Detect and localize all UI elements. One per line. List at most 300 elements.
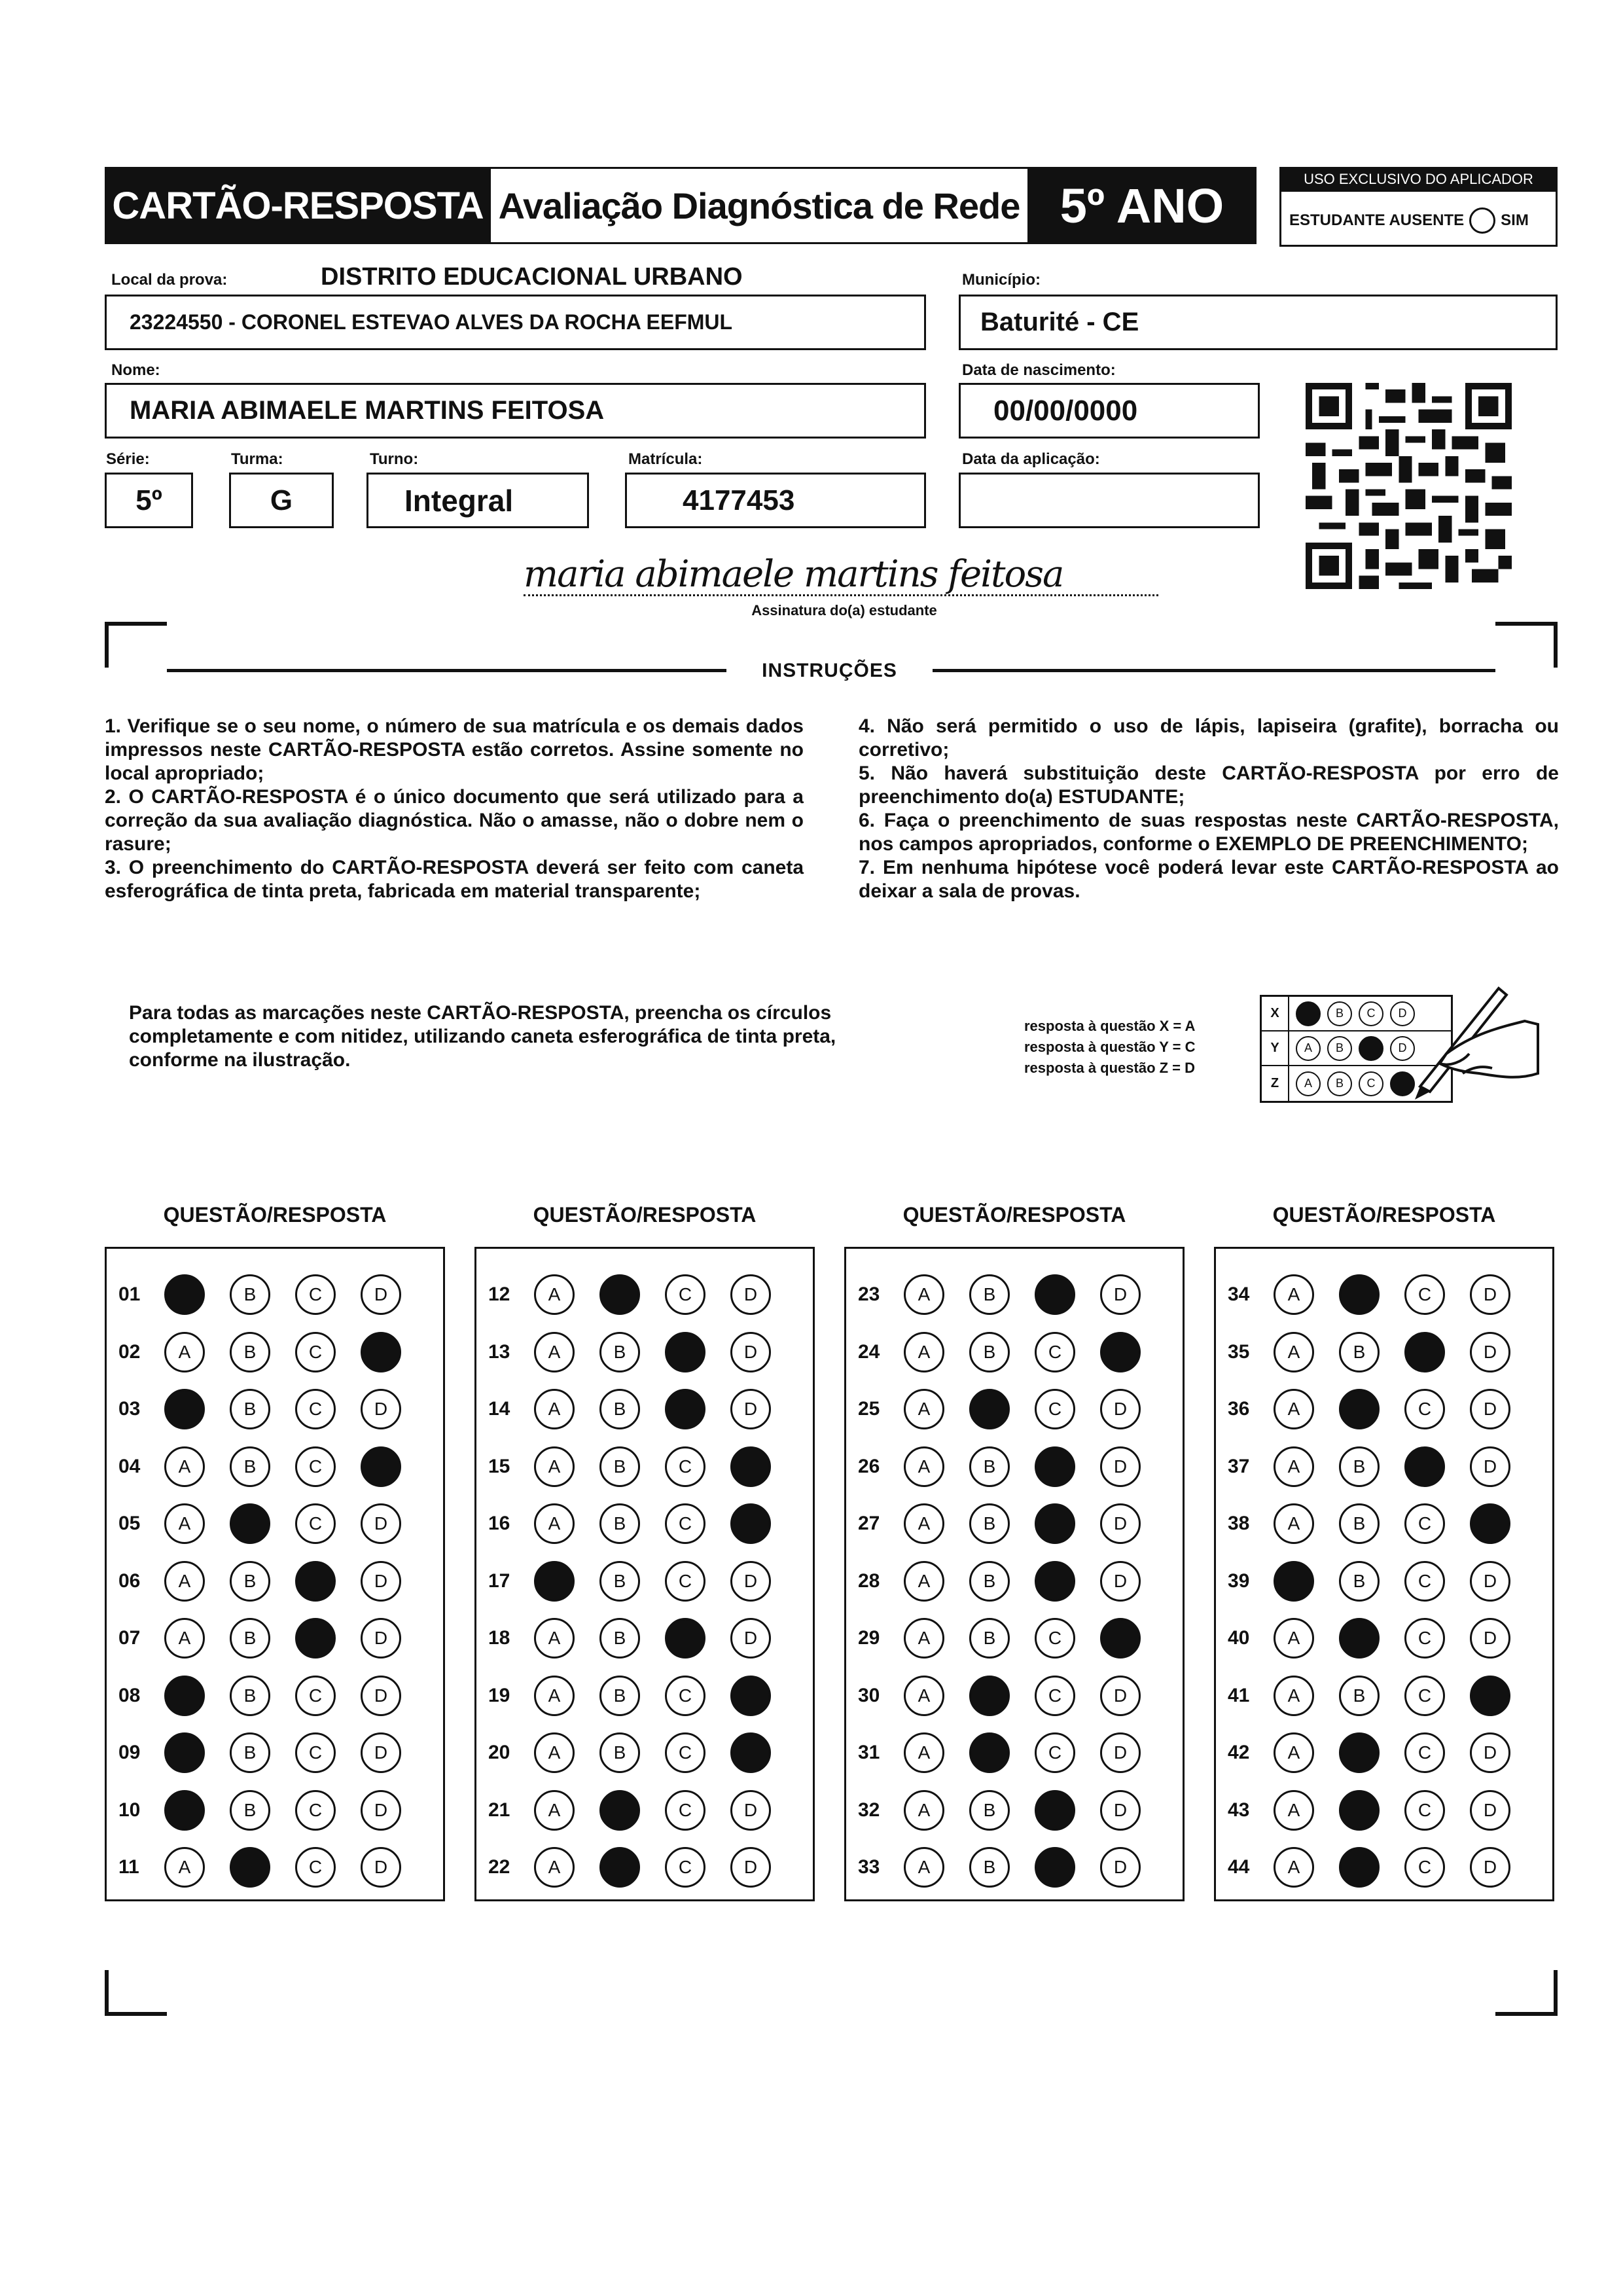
- corner-mark-top-left: [105, 622, 167, 668]
- answer-bubble-d[interactable]: D: [361, 1503, 401, 1544]
- answer-bubble-c[interactable]: C: [1035, 1676, 1075, 1716]
- question-number: 40: [1228, 1627, 1250, 1649]
- answer-bubble-c[interactable]: [295, 1618, 336, 1659]
- answer-bubble-b[interactable]: B: [599, 1332, 640, 1372]
- answer-bubble-d[interactable]: D: [361, 1389, 401, 1429]
- example-bubble-c: C: [1359, 1071, 1383, 1096]
- question-number: 43: [1228, 1799, 1250, 1821]
- answer-bubble-a[interactable]: A: [904, 1732, 944, 1773]
- instructions-right: 4. Não será permitido o uso de lápis, lapiseira (grafite), borracha ou corretivo; 5. Não haverá substituição deste CARTÃO-RESPOSTA por erro de preenchimento do(a) ESTUDANTE; 6. Faça o preenchimento de suas respostas neste CARTÃO-RESPOSTA, nos campos apropriados, conforme o EXEMPLO DE PREENCHIMENTO; 7. Em nenhuma hipótese você poderá levar este CARTÃO-RESPOSTA ao deixar a sala de provas.: [859, 715, 1559, 902]
- question-row: [476, 1619, 796, 1658]
- question-row: [476, 1676, 796, 1715]
- question-row: [1216, 1504, 1535, 1543]
- estudante-ausente: [1289, 204, 1551, 237]
- answer-bubble-b[interactable]: B: [1339, 1332, 1380, 1372]
- answer-bubble-d[interactable]: D: [1470, 1274, 1510, 1315]
- instructions-rule-right: [933, 669, 1495, 672]
- question-row: [476, 1333, 796, 1372]
- answer-bubble-a[interactable]: [164, 1389, 205, 1429]
- answer-bubble-d[interactable]: D: [1100, 1732, 1141, 1773]
- answer-bubble-a[interactable]: A: [904, 1274, 944, 1315]
- answer-bubble-a[interactable]: A: [164, 1446, 205, 1487]
- answer-bubble-d[interactable]: [730, 1446, 771, 1487]
- question-number: 16: [488, 1513, 510, 1534]
- answer-bubble-a[interactable]: [1274, 1561, 1314, 1602]
- question-number: 32: [858, 1799, 880, 1821]
- question-row: [846, 1619, 1166, 1658]
- answer-bubble-c[interactable]: C: [1404, 1274, 1445, 1315]
- question-row: [846, 1676, 1166, 1715]
- answer-bubble-a[interactable]: A: [534, 1503, 575, 1544]
- answer-column: [474, 1247, 815, 1901]
- matricula-label: Matrícula:: [628, 450, 703, 468]
- answer-bubble-b[interactable]: B: [1339, 1676, 1380, 1716]
- answer-bubble-d[interactable]: D: [361, 1847, 401, 1888]
- answer-column-title: QUESTÃO/RESPOSTA: [163, 1203, 387, 1227]
- turno-field: Integral: [366, 473, 589, 528]
- example-bubble-c: C: [1359, 1001, 1383, 1026]
- question-number: 23: [858, 1283, 880, 1305]
- question-number: 28: [858, 1570, 880, 1592]
- answer-bubble-b[interactable]: B: [230, 1676, 270, 1716]
- answer-bubble-a[interactable]: A: [534, 1847, 575, 1888]
- answer-bubble-c[interactable]: C: [665, 1274, 705, 1315]
- pen-hand-icon: [1400, 975, 1544, 1106]
- answer-bubble-c[interactable]: [1035, 1503, 1075, 1544]
- question-row: [1216, 1562, 1535, 1601]
- answer-bubble-a[interactable]: A: [534, 1676, 575, 1716]
- estudante-ausente-bubble[interactable]: [1469, 207, 1495, 234]
- answer-bubble-d[interactable]: D: [1100, 1389, 1141, 1429]
- answer-bubble-a[interactable]: A: [1274, 1618, 1314, 1659]
- answer-bubble-c[interactable]: C: [665, 1732, 705, 1773]
- answer-bubble-d[interactable]: D: [361, 1561, 401, 1602]
- aplicacao-field[interactable]: [959, 473, 1260, 528]
- answer-bubble-a[interactable]: A: [164, 1332, 205, 1372]
- answer-bubble-c[interactable]: [1035, 1274, 1075, 1315]
- question-number: 19: [488, 1684, 510, 1706]
- answer-bubble-b[interactable]: [1339, 1732, 1380, 1773]
- question-number: 11: [118, 1856, 139, 1878]
- answer-bubble-b[interactable]: B: [969, 1274, 1010, 1315]
- answer-bubble-d[interactable]: D: [1470, 1446, 1510, 1487]
- question-number: 41: [1228, 1684, 1250, 1706]
- answer-bubble-b[interactable]: [230, 1503, 270, 1544]
- answer-bubble-d[interactable]: [1100, 1332, 1141, 1372]
- answer-bubble-a[interactable]: [164, 1676, 205, 1716]
- estudante-ausente-label: ESTUDANTE AUSENTE: [1289, 211, 1465, 229]
- example-row-key: X: [1262, 997, 1289, 1030]
- uso-exclusivo-title: USO EXCLUSIVO DO APLICADOR: [1279, 167, 1558, 192]
- answer-bubble-c[interactable]: [1035, 1790, 1075, 1831]
- example-bubble-a: [1296, 1001, 1321, 1026]
- question-number: 12: [488, 1283, 510, 1305]
- answer-bubble-d[interactable]: D: [1100, 1503, 1141, 1544]
- answer-bubble-b[interactable]: [1339, 1618, 1380, 1659]
- answer-bubble-a[interactable]: A: [534, 1332, 575, 1372]
- answer-bubble-a[interactable]: A: [904, 1618, 944, 1659]
- answer-bubble-c[interactable]: C: [665, 1847, 705, 1888]
- question-number: 25: [858, 1398, 880, 1420]
- marking-note: Para todas as marcações neste CARTÃO-RESPOSTA, preencha os círculos completamente e com nitidez, utilizando caneta esferográfica de tinta preta, conforme na ilustração.: [129, 1002, 836, 1071]
- question-number: 03: [118, 1398, 141, 1420]
- answer-bubble-a[interactable]: A: [164, 1847, 205, 1888]
- answer-bubble-c[interactable]: C: [1035, 1332, 1075, 1372]
- answer-bubble-d[interactable]: [730, 1732, 771, 1773]
- question-row: [107, 1390, 426, 1429]
- turma-field: G: [229, 473, 334, 528]
- answer-bubble-d[interactable]: D: [361, 1676, 401, 1716]
- question-number: 42: [1228, 1742, 1250, 1763]
- question-row: [476, 1733, 796, 1772]
- answer-bubble-b[interactable]: B: [1339, 1446, 1380, 1487]
- answer-bubble-b[interactable]: B: [599, 1503, 640, 1544]
- nome-field: MARIA ABIMAELE MARTINS FEITOSA: [105, 383, 926, 439]
- header-title: CARTÃO-RESPOSTA: [105, 167, 491, 244]
- question-row: [107, 1562, 426, 1601]
- question-number: 20: [488, 1742, 510, 1763]
- answer-bubble-a[interactable]: A: [534, 1732, 575, 1773]
- answer-bubble-b[interactable]: [1339, 1790, 1380, 1831]
- answer-bubble-d[interactable]: [730, 1676, 771, 1716]
- answer-bubble-b[interactable]: B: [230, 1790, 270, 1831]
- answer-bubble-a[interactable]: [164, 1732, 205, 1773]
- answer-bubble-d[interactable]: D: [1470, 1732, 1510, 1773]
- question-number: 04: [118, 1455, 141, 1477]
- answer-bubble-a[interactable]: [164, 1790, 205, 1831]
- answer-bubble-d[interactable]: D: [1470, 1561, 1510, 1602]
- answer-bubble-b[interactable]: B: [230, 1446, 270, 1487]
- answer-bubble-d[interactable]: D: [1100, 1676, 1141, 1716]
- answer-bubble-c[interactable]: [1035, 1446, 1075, 1487]
- answer-bubble-d[interactable]: D: [1470, 1847, 1510, 1888]
- question-row: [1216, 1676, 1535, 1715]
- answer-bubble-a[interactable]: A: [1274, 1389, 1314, 1429]
- answer-bubble-c[interactable]: C: [295, 1676, 336, 1716]
- answer-bubble-c[interactable]: C: [1404, 1847, 1445, 1888]
- answer-bubble-c[interactable]: [1404, 1332, 1445, 1372]
- answer-bubble-d[interactable]: D: [361, 1790, 401, 1831]
- municipio-field: Baturité - CE: [959, 295, 1558, 350]
- answer-bubble-b[interactable]: B: [969, 1790, 1010, 1831]
- answer-bubble-d[interactable]: D: [730, 1847, 771, 1888]
- answer-bubble-d[interactable]: D: [361, 1618, 401, 1659]
- answer-bubble-c[interactable]: [1035, 1561, 1075, 1602]
- answer-bubble-b[interactable]: B: [599, 1676, 640, 1716]
- answer-bubble-d[interactable]: D: [730, 1332, 771, 1372]
- question-number: 33: [858, 1856, 880, 1878]
- example-bubble-b: B: [1327, 1071, 1352, 1096]
- answer-bubble-a[interactable]: A: [1274, 1790, 1314, 1831]
- corner-mark-top-right: [1495, 622, 1558, 668]
- answer-bubble-b[interactable]: [599, 1790, 640, 1831]
- answer-bubble-b[interactable]: [599, 1847, 640, 1888]
- answer-bubble-c[interactable]: C: [295, 1847, 336, 1888]
- answer-bubble-a[interactable]: A: [904, 1676, 944, 1716]
- question-number: 36: [1228, 1398, 1250, 1420]
- answer-bubble-a[interactable]: A: [904, 1503, 944, 1544]
- answer-bubble-c[interactable]: C: [1035, 1732, 1075, 1773]
- answer-column: [105, 1247, 445, 1901]
- answer-bubble-b[interactable]: B: [230, 1332, 270, 1372]
- question-row: [476, 1447, 796, 1486]
- answer-bubble-c[interactable]: C: [1035, 1389, 1075, 1429]
- local-label: Local da prova:: [111, 271, 228, 289]
- corner-mark-bottom-right: [1495, 1970, 1558, 2016]
- question-number: 01: [118, 1283, 141, 1305]
- question-row: [1216, 1275, 1535, 1314]
- question-number: 09: [118, 1742, 141, 1763]
- question-number: 13: [488, 1340, 510, 1363]
- question-number: 27: [858, 1513, 880, 1534]
- answer-bubble-a[interactable]: A: [534, 1274, 575, 1315]
- answer-bubble-c[interactable]: [1035, 1847, 1075, 1888]
- answer-bubble-b[interactable]: [1339, 1274, 1380, 1315]
- question-number: 08: [118, 1684, 141, 1706]
- answer-bubble-d[interactable]: [361, 1446, 401, 1487]
- answer-bubble-d[interactable]: D: [361, 1732, 401, 1773]
- answer-bubble-c[interactable]: C: [295, 1790, 336, 1831]
- answer-bubble-c[interactable]: C: [1035, 1618, 1075, 1659]
- answer-bubble-b[interactable]: B: [969, 1847, 1010, 1888]
- question-number: 21: [488, 1799, 510, 1821]
- question-number: 02: [118, 1340, 141, 1363]
- answer-bubble-c[interactable]: [665, 1618, 705, 1659]
- question-number: 06: [118, 1570, 141, 1592]
- example-bubble-a: A: [1296, 1036, 1321, 1061]
- answer-bubble-c[interactable]: C: [295, 1274, 336, 1315]
- example-bubble-c: [1359, 1036, 1383, 1061]
- answer-bubble-c[interactable]: C: [295, 1732, 336, 1773]
- answer-bubble-b[interactable]: B: [599, 1561, 640, 1602]
- answer-bubble-c[interactable]: [665, 1332, 705, 1372]
- answer-bubble-b[interactable]: B: [599, 1732, 640, 1773]
- answer-bubble-a[interactable]: A: [904, 1790, 944, 1831]
- answer-bubble-c[interactable]: C: [295, 1446, 336, 1487]
- question-row: [846, 1333, 1166, 1372]
- question-row: [846, 1733, 1166, 1772]
- answer-bubble-d[interactable]: [1470, 1676, 1510, 1716]
- answer-bubble-b[interactable]: B: [230, 1561, 270, 1602]
- question-row: [476, 1791, 796, 1830]
- answer-bubble-b[interactable]: B: [969, 1618, 1010, 1659]
- matricula-field: 4177453: [625, 473, 926, 528]
- instructions-left: 1. Verifique se o seu nome, o número de sua matrícula e os demais dados impressos neste CARTÃO-RESPOSTA estão corretos. Assine somente no local apropriado; 2. O CARTÃO-RESPOSTA é o único documento que será utilizado para a correção da sua avaliação diagnóstica. Não o amasse, não o dobre nem o rasure; 3. O preenchimento do CARTÃO-RESPOSTA deverá ser feito com caneta esferográfica de tinta preta, fabricada em material transparente;: [105, 715, 804, 902]
- answer-bubble-b[interactable]: B: [1339, 1561, 1380, 1602]
- answer-bubble-d[interactable]: D: [1100, 1446, 1141, 1487]
- question-number: 35: [1228, 1340, 1250, 1363]
- example-legend-line: resposta à questão X = A: [1024, 1018, 1196, 1034]
- answer-bubble-b[interactable]: B: [599, 1446, 640, 1487]
- answer-bubble-d[interactable]: D: [1470, 1332, 1510, 1372]
- answer-bubble-a[interactable]: A: [1274, 1847, 1314, 1888]
- answer-bubble-d[interactable]: D: [361, 1274, 401, 1315]
- answer-bubble-a[interactable]: A: [1274, 1676, 1314, 1716]
- answer-bubble-b[interactable]: B: [969, 1446, 1010, 1487]
- answer-bubble-b[interactable]: B: [599, 1389, 640, 1429]
- answer-column-title: QUESTÃO/RESPOSTA: [902, 1203, 1126, 1227]
- answer-bubble-a[interactable]: A: [164, 1561, 205, 1602]
- question-number: 10: [118, 1799, 141, 1821]
- answer-bubble-a[interactable]: [534, 1561, 575, 1602]
- answer-bubble-b[interactable]: [969, 1732, 1010, 1773]
- question-number: 17: [488, 1570, 510, 1592]
- question-number: 29: [858, 1627, 880, 1649]
- answer-bubble-d[interactable]: D: [730, 1274, 771, 1315]
- question-row: [1216, 1333, 1535, 1372]
- question-number: 44: [1228, 1856, 1250, 1878]
- answer-bubble-d[interactable]: [730, 1503, 771, 1544]
- serie-label: Série:: [106, 450, 150, 468]
- answer-bubble-c[interactable]: [295, 1561, 336, 1602]
- nascimento-label: Data de nascimento:: [962, 361, 1116, 379]
- answer-bubble-a[interactable]: A: [904, 1561, 944, 1602]
- question-row: [1216, 1619, 1535, 1658]
- answer-bubble-b[interactable]: B: [230, 1389, 270, 1429]
- answer-bubble-a[interactable]: A: [1274, 1446, 1314, 1487]
- escola-field: 23224550 - CORONEL ESTEVAO ALVES DA ROCHA EEFMUL: [105, 295, 926, 350]
- answer-bubble-d[interactable]: [1470, 1503, 1510, 1544]
- instructions-title: INSTRUÇÕES: [762, 660, 897, 681]
- answer-bubble-b[interactable]: [1339, 1389, 1380, 1429]
- answer-bubble-a[interactable]: A: [534, 1389, 575, 1429]
- answer-bubble-d[interactable]: D: [1100, 1790, 1141, 1831]
- answer-bubble-b[interactable]: [969, 1389, 1010, 1429]
- answer-bubble-b[interactable]: [230, 1847, 270, 1888]
- answer-bubble-c[interactable]: [1404, 1446, 1445, 1487]
- turma-label: Turma:: [231, 450, 283, 468]
- answer-bubble-c[interactable]: C: [1404, 1676, 1445, 1716]
- answer-bubble-c[interactable]: C: [665, 1790, 705, 1831]
- header-grade: 5º ANO: [1027, 167, 1257, 244]
- question-number: 05: [118, 1513, 141, 1534]
- nome-label: Nome:: [111, 361, 160, 379]
- question-number: 15: [488, 1455, 510, 1477]
- question-row: [107, 1504, 426, 1543]
- example-bubble-d: D: [1390, 1036, 1415, 1061]
- answer-bubble-a[interactable]: A: [904, 1446, 944, 1487]
- answer-bubble-d[interactable]: D: [1100, 1561, 1141, 1602]
- answer-bubble-c[interactable]: C: [295, 1332, 336, 1372]
- answer-bubble-d[interactable]: D: [1100, 1847, 1141, 1888]
- question-row: [846, 1791, 1166, 1830]
- answer-bubble-a[interactable]: A: [1274, 1503, 1314, 1544]
- question-row: [476, 1275, 796, 1314]
- answer-bubble-c[interactable]: C: [295, 1503, 336, 1544]
- question-row: [846, 1562, 1166, 1601]
- answer-bubble-a[interactable]: [164, 1274, 205, 1315]
- question-number: 26: [858, 1455, 880, 1477]
- question-row: [846, 1390, 1166, 1429]
- question-number: 31: [858, 1742, 880, 1763]
- answer-bubble-b[interactable]: B: [230, 1274, 270, 1315]
- answer-bubble-c[interactable]: C: [665, 1446, 705, 1487]
- answer-bubble-d[interactable]: D: [730, 1389, 771, 1429]
- answer-bubble-a[interactable]: A: [534, 1618, 575, 1659]
- answer-bubble-b[interactable]: [599, 1274, 640, 1315]
- question-number: 18: [488, 1627, 510, 1649]
- estudante-ausente-option: SIM: [1501, 211, 1529, 229]
- nascimento-field: 00/00/0000: [959, 383, 1260, 439]
- question-row: [476, 1562, 796, 1601]
- answer-bubble-b[interactable]: B: [969, 1561, 1010, 1602]
- question-row: [846, 1275, 1166, 1314]
- question-row: [107, 1333, 426, 1372]
- answer-bubble-b[interactable]: [1339, 1847, 1380, 1888]
- answer-bubble-b[interactable]: B: [969, 1503, 1010, 1544]
- answer-bubble-c[interactable]: C: [665, 1503, 705, 1544]
- question-row: [1216, 1848, 1535, 1887]
- answer-bubble-d[interactable]: D: [730, 1618, 771, 1659]
- question-row: [476, 1390, 796, 1429]
- aplicacao-label: Data da aplicação:: [962, 450, 1100, 468]
- example-bubble-d: D: [1390, 1001, 1415, 1026]
- example-legend-line: resposta à questão Y = C: [1024, 1039, 1196, 1055]
- answer-bubble-a[interactable]: A: [1274, 1332, 1314, 1372]
- question-number: 34: [1228, 1283, 1250, 1305]
- answer-bubble-a[interactable]: A: [1274, 1732, 1314, 1773]
- answer-bubble-c[interactable]: C: [1404, 1790, 1445, 1831]
- example-legend-line: resposta à questão Z = D: [1024, 1060, 1196, 1076]
- answer-bubble-b[interactable]: B: [230, 1732, 270, 1773]
- answer-column-title: QUESTÃO/RESPOSTA: [1272, 1203, 1496, 1227]
- question-number: 37: [1228, 1455, 1250, 1477]
- answer-bubble-d[interactable]: D: [730, 1561, 771, 1602]
- answer-bubble-d[interactable]: [1100, 1618, 1141, 1659]
- answer-bubble-a[interactable]: A: [164, 1618, 205, 1659]
- answer-bubble-d[interactable]: D: [1100, 1274, 1141, 1315]
- answer-bubble-a[interactable]: A: [534, 1446, 575, 1487]
- answer-bubble-d[interactable]: D: [1470, 1618, 1510, 1659]
- answer-bubble-a[interactable]: A: [904, 1332, 944, 1372]
- answer-bubble-b[interactable]: B: [599, 1618, 640, 1659]
- answer-bubble-d[interactable]: [361, 1332, 401, 1372]
- serie-field: 5º: [105, 473, 193, 528]
- answer-bubble-b[interactable]: B: [230, 1618, 270, 1659]
- question-row: [846, 1447, 1166, 1486]
- example-bubble-a: A: [1296, 1071, 1321, 1096]
- example-row-key: Y: [1262, 1031, 1289, 1065]
- answer-bubble-d[interactable]: D: [730, 1790, 771, 1831]
- question-number: 39: [1228, 1570, 1250, 1592]
- question-row: [107, 1275, 426, 1314]
- answer-bubble-b[interactable]: B: [969, 1332, 1010, 1372]
- question-row: [476, 1504, 796, 1543]
- answer-bubble-c[interactable]: C: [665, 1561, 705, 1602]
- answer-bubble-c[interactable]: C: [1404, 1561, 1445, 1602]
- answer-bubble-c[interactable]: C: [665, 1676, 705, 1716]
- question-row: [846, 1504, 1166, 1543]
- answer-bubble-a[interactable]: A: [904, 1847, 944, 1888]
- answer-bubble-a[interactable]: A: [534, 1790, 575, 1831]
- instructions-rule-left: [167, 669, 726, 672]
- answer-bubble-a[interactable]: A: [1274, 1274, 1314, 1315]
- answer-bubble-c[interactable]: C: [1404, 1503, 1445, 1544]
- answer-column-title: QUESTÃO/RESPOSTA: [533, 1203, 757, 1227]
- answer-bubble-a[interactable]: A: [904, 1389, 944, 1429]
- answer-bubble-c[interactable]: C: [1404, 1618, 1445, 1659]
- answer-bubble-c[interactable]: C: [1404, 1732, 1445, 1773]
- answer-bubble-b[interactable]: B: [1339, 1503, 1380, 1544]
- answer-bubble-d[interactable]: D: [1470, 1790, 1510, 1831]
- answer-bubble-a[interactable]: A: [164, 1503, 205, 1544]
- question-number: 24: [858, 1340, 880, 1363]
- answer-bubble-d[interactable]: D: [1470, 1389, 1510, 1429]
- answer-bubble-c[interactable]: C: [1404, 1389, 1445, 1429]
- answer-bubble-b[interactable]: [969, 1676, 1010, 1716]
- answer-bubble-c[interactable]: [665, 1389, 705, 1429]
- answer-bubble-c[interactable]: C: [295, 1389, 336, 1429]
